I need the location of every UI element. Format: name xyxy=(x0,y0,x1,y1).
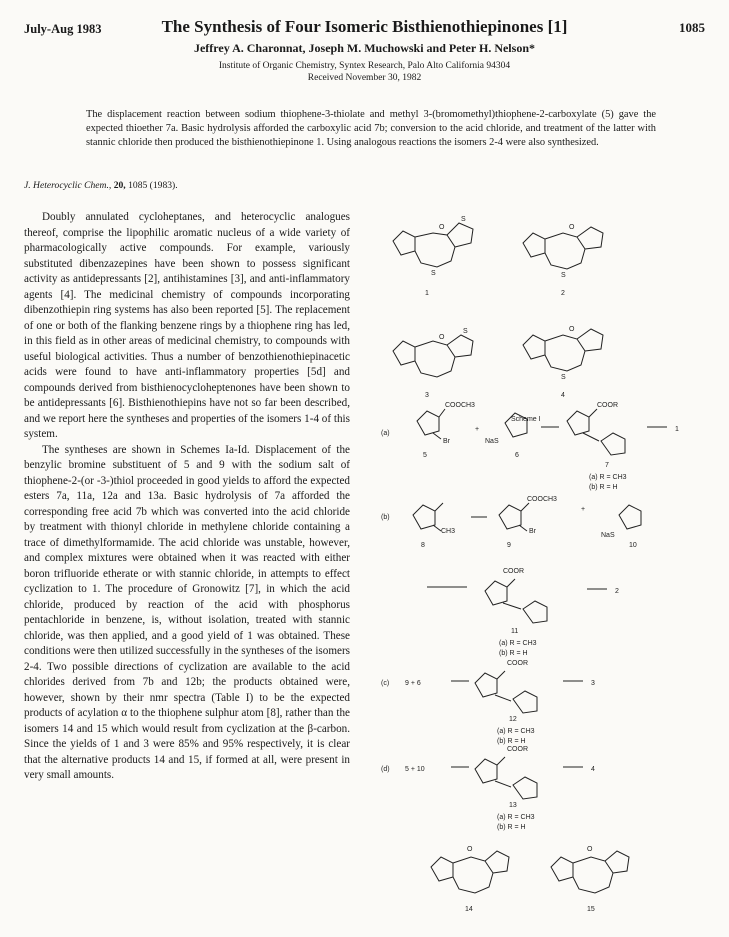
scheme-figure xyxy=(375,195,715,915)
condition-a-13: (a) R = CH3 xyxy=(497,814,535,821)
paper-title: The Synthesis of Four Isomeric Bisthienothiepinones [1] xyxy=(161,17,568,36)
running-header-date: July-Aug 1983 xyxy=(24,22,102,36)
condition-a-11: (a) R = CH3 xyxy=(499,640,537,647)
row-label-b: (b) xyxy=(381,514,390,521)
carbonyl-O-1: O xyxy=(439,224,445,231)
row-label-a: (a) xyxy=(381,430,390,437)
row-label-d: (d) xyxy=(381,766,390,773)
reagent-nas-a: NaS xyxy=(485,438,499,445)
plus-b: + xyxy=(581,506,586,513)
sulfur-4b: S xyxy=(561,374,566,381)
journal-pages: 1085 (1983). xyxy=(128,180,178,191)
side-product-label-15: 15 xyxy=(587,906,595,913)
reagent-nas-b: NaS xyxy=(601,532,615,539)
row-label-c: (c) xyxy=(381,680,390,687)
reagent-coor-c: COOR xyxy=(507,660,528,667)
intermediate-label-8: 8 xyxy=(421,542,425,549)
carbonyl-O-14: O xyxy=(467,846,473,853)
sulfur-1a: S xyxy=(461,216,466,223)
carbonyl-O-15: O xyxy=(587,846,593,853)
compound-label-4: 4 xyxy=(561,392,565,399)
sulfur-2b: S xyxy=(561,272,566,279)
equation-c: 9 + 6 xyxy=(405,680,421,687)
body-text xyxy=(24,210,350,784)
reagent-br-b: Br xyxy=(529,528,536,535)
condition-a-12: (a) R = CH3 xyxy=(497,728,535,735)
carbonyl-O-3: O xyxy=(439,334,445,341)
journal-volume: 20, xyxy=(113,180,126,191)
reagent-ch3-b: CH3 xyxy=(441,528,456,535)
reagent-coor-a: COOR xyxy=(597,402,618,409)
affiliation: Institute of Organic Chemistry, Syntex Research, Palo Alto California 94304 xyxy=(218,61,511,71)
citation xyxy=(24,180,178,191)
carbonyl-O-4: O xyxy=(569,326,575,333)
scheme-drawing xyxy=(375,195,715,915)
product-label-3: 3 xyxy=(591,680,595,687)
condition-b-13: (b) R = H xyxy=(497,824,526,831)
intermediate-label-12: 12 xyxy=(509,716,517,723)
reagent-coor-d: COOR xyxy=(507,746,528,753)
intermediate-label-11: 11 xyxy=(511,628,519,635)
side-product-label-14: 14 xyxy=(465,906,473,913)
carbonyl-O-2: O xyxy=(569,224,575,231)
intermediate-label-10: 10 xyxy=(629,542,637,549)
product-label-2: 2 xyxy=(615,588,619,595)
product-label-4: 4 xyxy=(591,766,595,773)
abstract: The displacement reaction between sodium thiophene-3-thiolate and methyl 3-(bromomethyl)thiophene-2-carboxylate (5) gave the expected thioether 7a. Basic hydrolysis afforded the carboxylic acid 7b; conversion to the acid chloride, and treatment of the latter with stannic chloride then produced the bisthienothiepinone 1. Using analogous reactions the isomers 2-4 were also synthesized. xyxy=(86,109,656,148)
intermediate-label-5: 5 xyxy=(423,452,427,459)
compound-label-1: 1 xyxy=(425,290,429,297)
condition-b-11: (b) R = H xyxy=(499,650,528,657)
condition-a-7: (a) R = CH3 xyxy=(589,474,627,481)
condition-b-7: (b) R = H xyxy=(589,484,618,491)
plus-a: + xyxy=(475,426,480,433)
scheme-title: Scheme I xyxy=(511,416,541,423)
compound-label-2: 2 xyxy=(561,290,565,297)
sulfur-3a: S xyxy=(463,328,468,335)
intermediate-label-13: 13 xyxy=(509,802,517,809)
page-number: 1085 xyxy=(679,20,705,35)
intermediate-label-9: 9 xyxy=(507,542,511,549)
reagent-br-a: Br xyxy=(443,438,450,445)
reagent-cooch3-a: COOCH3 xyxy=(445,402,475,409)
authors: Jeffrey A. Charonnat, Joseph M. Muchowski and Peter H. Nelson* xyxy=(193,41,535,55)
reagent-cooch3-b: COOCH3 xyxy=(527,496,557,503)
affiliation-block xyxy=(0,60,729,84)
reagent-coor-b: COOR xyxy=(503,568,524,575)
paragraph-2: The syntheses are shown in Schemes Ia-Id. Displacement of the benzylic bromine substituent of 5 and 9 with the sodium salt of thiophene-2-(or -3-)thiol proceeded in good yields to afford the expected esters 7a, 11a, 12a and 13a. Basic hydrolysis of 7a afforded the corresponding free acid 7b which was converted into the acid chloride by treatment with thionyl chloride in methylene chloride containing a trace of dimethylformamide. The acid chloride was unstable, however, and complex mixtures were obtained when it was reacted with either boron trifluoride etherate or with stannic chloride, in attempts to effect cyclization to 1. The procedure of Gronowitz [7], in which the acid chloride, produced by reaction of the acid with phosphorus pentachloride in benzene, is, without isolation, treated with stannic chloride, was then applied, and a good yield of 1 was obtained. These conditions were then utilized successfully in the syntheses of the isomers 2-4. Two possible directions of cyclization are available to the acid chlorides derived from 7b and 12b; the products obtained were, however, shown by their nmr spectra (Table I) to be the expected products of acylation α to the thiophene sulphur atom [8], rather than the isomers 14 and 15 which would result from cyclization at the β-carbon. Since the yields of 1 and 3 were 85% and 95% respectively, it is clear that the alternative products 14 and 15, if formed at all, were present in very small amounts. xyxy=(24,443,350,781)
compound-label-3: 3 xyxy=(425,392,429,399)
sulfur-1b: S xyxy=(431,270,436,277)
product-label-1: 1 xyxy=(675,426,679,433)
journal-name: J. Heterocyclic Chem., xyxy=(24,180,112,191)
received-date: Received November 30, 1982 xyxy=(307,73,422,83)
condition-b-12: (b) R = H xyxy=(497,738,526,745)
intermediate-label-6: 6 xyxy=(515,452,519,459)
paragraph-1: Doubly annulated cycloheptanes, and heterocyclic analogues thereof, comprise the lipophilic aromatic nucleus of a wide variety of pharmacologically active compounds. For example, variously substituted dibenzazepines have been shown to possess significant activity as antidepressants [2], antihistamines [3], and anti-inflammatory agents [4]. The medicinal chemistry of compounds incorporating dibenzothiepin ring systems has also been reported [5]. The replacement of one or both of the flanking benzene rings by a thiophene ring has led, in this field as in other areas of medicinal chemistry, to compounds with useful biological activities. Thus a number of benzothienothiepinacetic acids were found to have anti-inflammatory properties [5d] and compounds derived from bisthienocycloheptenones have been shown to be antidepressants [6]. Bisthienothiepins have not so far been described, and we report here the syntheses and properties of the isomers 1-4 of this system. xyxy=(24,211,350,440)
intermediate-label-7: 7 xyxy=(605,462,609,469)
equation-d: 5 + 10 xyxy=(405,766,425,773)
